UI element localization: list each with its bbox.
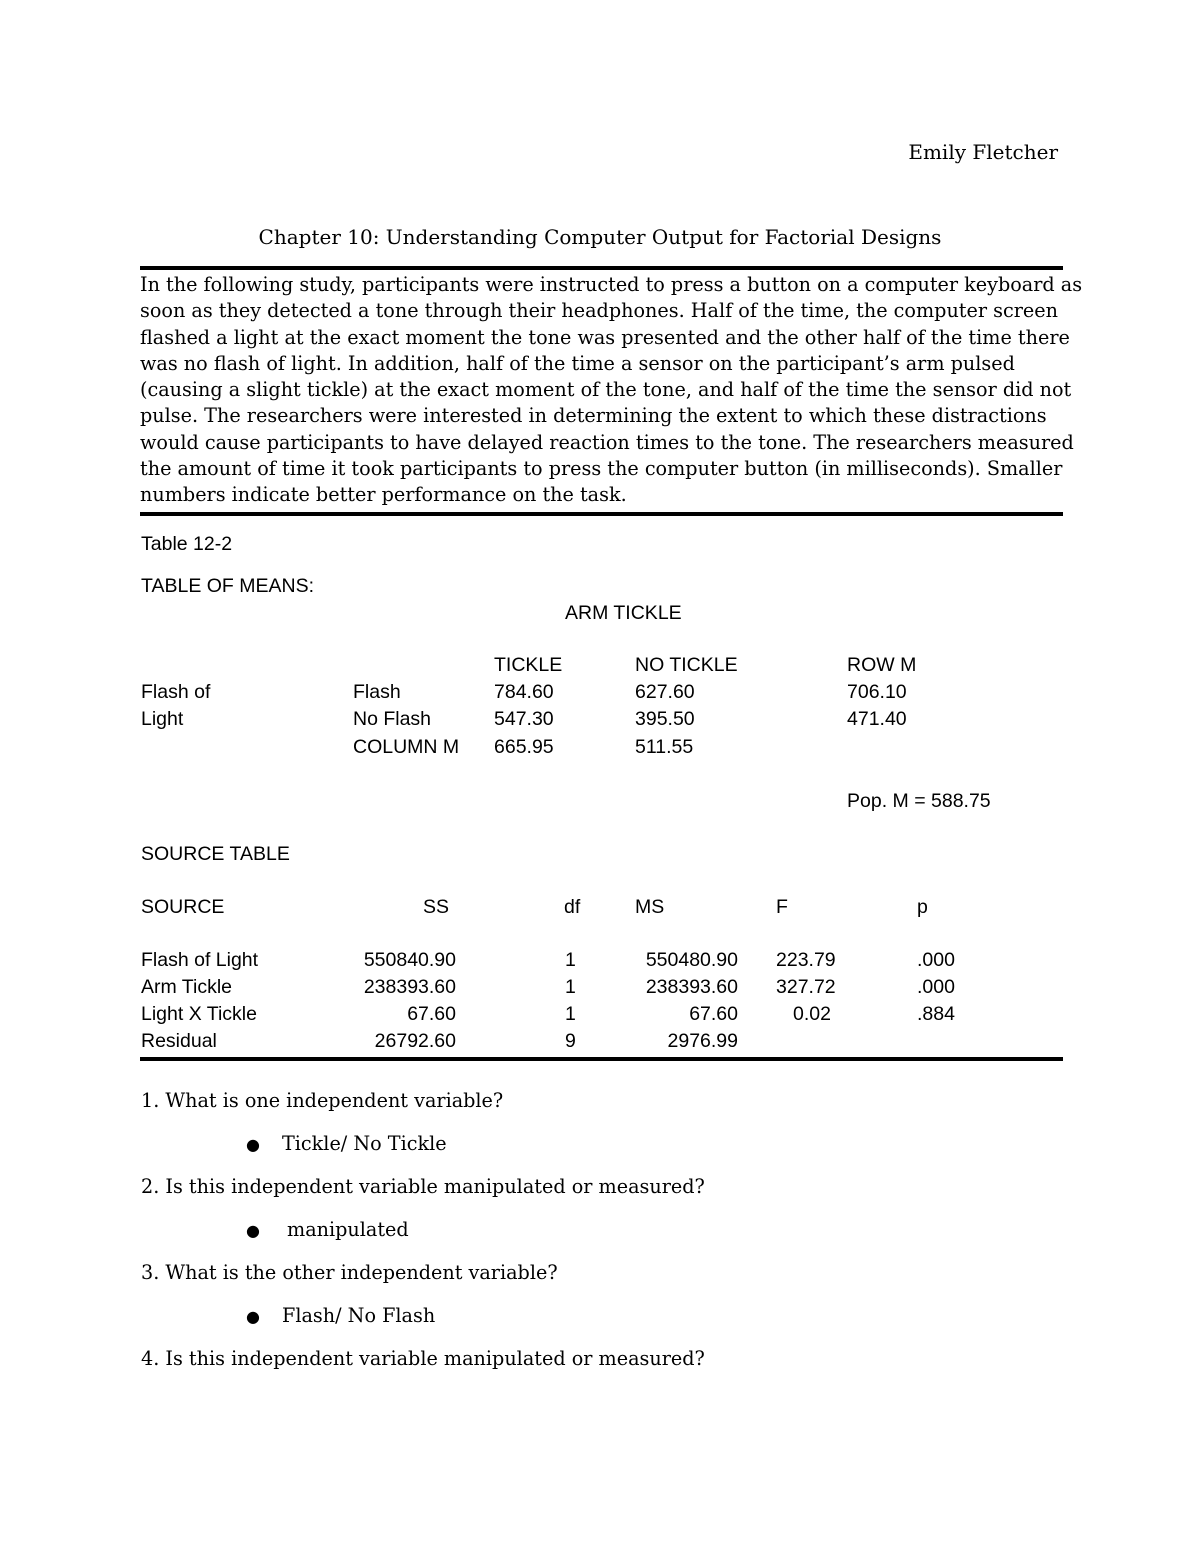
f-value: 327.72 <box>776 976 836 998</box>
intro-line: was no flash of light. In addition, half of the time a sensor on the participant’s arm pulsed <box>140 351 1015 375</box>
intro-line: (causing a slight tickle) at the exact moment of the tone, and half of the time the sensor did not <box>140 378 1072 402</box>
bullet-icon: ● <box>246 1221 260 1240</box>
header-no-tickle: NO TICKLE <box>635 654 738 676</box>
cell-column-mean: 511.55 <box>635 736 694 758</box>
question-3: 3. What is the other independent variable? <box>141 1261 558 1284</box>
answer-3: Flash/ No Flash <box>282 1304 436 1327</box>
intro-line: flashed a light at the exact moment the tone was presented and the other half of the time there <box>140 325 1070 349</box>
ss-value: 67.60 <box>407 1003 456 1025</box>
f-value: 0.02 <box>793 1003 831 1025</box>
intro-line: the amount of time it took participants to press the computer button (in milliseconds). Smaller <box>140 457 1063 481</box>
ms-value: 2976.99 <box>667 1030 738 1052</box>
cell-row-mean: 471.40 <box>847 708 907 730</box>
ms-value: 238393.60 <box>645 976 738 998</box>
source-table-title: SOURCE TABLE <box>141 843 290 865</box>
page-title: Chapter 10: Understanding Computer Output for Factorial Designs <box>258 225 942 249</box>
divider-top <box>140 266 1063 270</box>
source-name: Residual <box>141 1030 217 1052</box>
cell-mean: 784.60 <box>494 681 554 703</box>
f-value: 223.79 <box>776 949 836 971</box>
intro-paragraph <box>140 272 1083 509</box>
bullet-icon: ● <box>246 1135 260 1154</box>
answer-2: manipulated <box>287 1218 409 1241</box>
population-mean: Pop. M = 588.75 <box>847 790 991 812</box>
bullet-icon: ● <box>246 1307 260 1326</box>
intro-line: In the following study, participants were instructed to press a button on a computer keyboard as <box>140 273 1083 296</box>
header-df: df <box>564 896 581 918</box>
header-row-m: ROW M <box>847 654 917 676</box>
source-name: Arm Tickle <box>141 976 233 998</box>
intro-line: would cause participants to have delayed reaction times to the tone. The researchers measured <box>140 430 1074 454</box>
question-2: 2. Is this independent variable manipulated or measured? <box>141 1175 705 1198</box>
header-ss: SS <box>423 896 450 918</box>
header-ms: MS <box>635 896 665 918</box>
ms-value: 67.60 <box>689 1003 738 1025</box>
header-tickle: TICKLE <box>494 654 563 676</box>
question-4: 4. Is this independent variable manipulated or measured? <box>141 1347 705 1370</box>
cell-column-mean: 665.95 <box>494 736 554 758</box>
intro-line: soon as they detected a tone through their headphones. Half of the time, the computer screen <box>140 299 1058 323</box>
df-value: 1 <box>565 949 576 971</box>
means-table-title: TABLE OF MEANS: <box>141 575 315 597</box>
divider-bottom <box>140 1057 1063 1061</box>
ss-value: 238393.60 <box>363 976 456 998</box>
df-value: 1 <box>565 1003 576 1025</box>
cell-mean: 547.30 <box>494 708 554 730</box>
df-value: 1 <box>565 976 576 998</box>
p-value: .000 <box>917 949 955 971</box>
header-f: F <box>776 896 788 918</box>
df-value: 9 <box>565 1030 576 1052</box>
answer-1: Tickle/ No Tickle <box>282 1132 447 1155</box>
divider-middle <box>140 512 1063 516</box>
column-factor-label: ARM TICKLE <box>565 602 682 624</box>
source-name: Light X Tickle <box>141 1003 257 1025</box>
author-name: Emily Fletcher <box>908 140 1058 164</box>
cell-mean: 627.60 <box>635 681 695 703</box>
header-source: SOURCE <box>141 896 225 918</box>
source-name: Flash of Light <box>141 949 259 971</box>
row-factor-label: Flash of <box>141 681 211 703</box>
ss-value: 26792.60 <box>374 1030 456 1052</box>
question-1: 1. What is one independent variable? <box>141 1089 504 1112</box>
table-label: Table 12-2 <box>141 533 233 555</box>
row-label-flash: Flash <box>353 681 401 703</box>
intro-line: numbers indicate better performance on the task. <box>140 483 627 507</box>
intro-line: pulse. The researchers were interested in determining the extent to which these distractions <box>140 404 1047 428</box>
ms-value: 550480.90 <box>645 949 738 971</box>
row-factor-label: Light <box>141 708 184 730</box>
p-value: .884 <box>917 1003 955 1025</box>
p-value: .000 <box>917 976 955 998</box>
row-label-column-m: COLUMN M <box>353 736 460 758</box>
row-label-no-flash: No Flash <box>353 708 432 730</box>
cell-row-mean: 706.10 <box>847 681 907 703</box>
ss-value: 550840.90 <box>363 949 456 971</box>
cell-mean: 395.50 <box>635 708 695 730</box>
header-p: p <box>917 896 928 918</box>
